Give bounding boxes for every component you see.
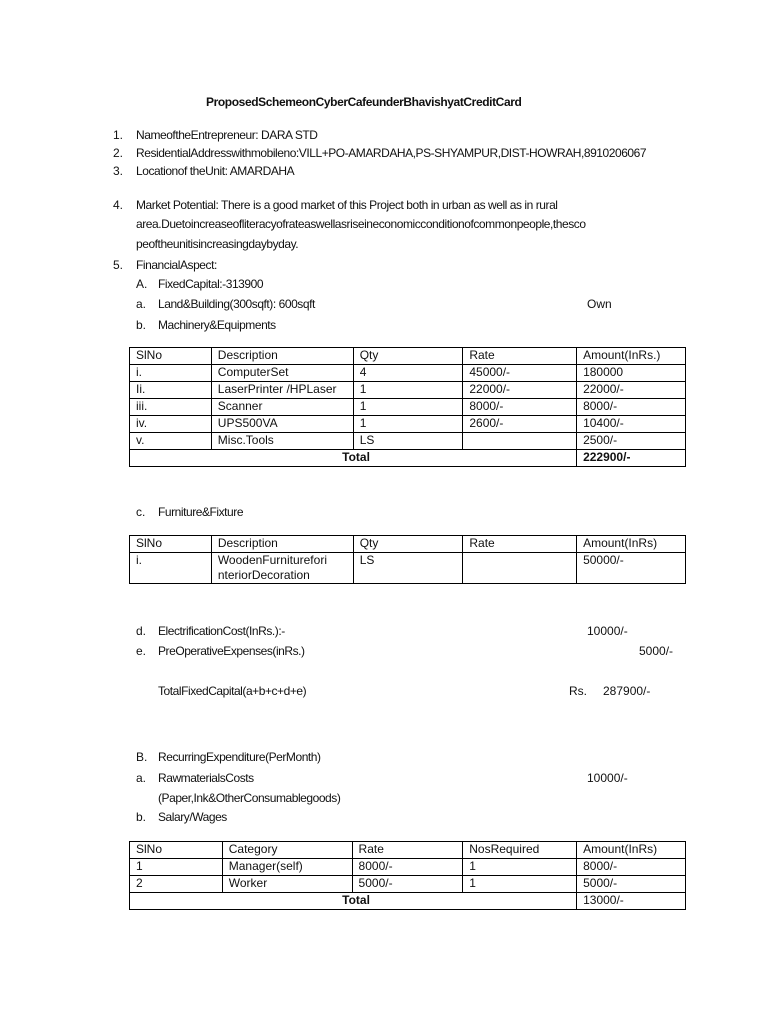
item-number-2: 2. xyxy=(113,146,124,160)
header-cell: Amount(InRs) xyxy=(577,536,686,553)
furniture-table xyxy=(129,535,686,584)
table-total-row xyxy=(130,450,686,467)
header-cell: Amount(InRs) xyxy=(577,842,686,859)
table-row xyxy=(130,859,686,876)
preoperative-marker: e. xyxy=(136,644,147,658)
description-line: WoodenFurniturefori xyxy=(217,553,327,567)
table-cell: iii. xyxy=(130,399,212,416)
land-marker: a. xyxy=(136,297,147,311)
table-cell: 1 xyxy=(353,416,463,433)
table-cell: 180000 xyxy=(577,365,686,382)
table-cell: iv. xyxy=(130,416,212,433)
unit-location: Locationof theUnit: AMARDAHA xyxy=(136,164,295,178)
table-cell: Manager(self) xyxy=(222,859,352,876)
header-cell: SlNo xyxy=(130,842,223,859)
table-cell: 8000/- xyxy=(463,399,577,416)
table-cell: 22000/- xyxy=(463,382,577,399)
document-title: ProposedSchemeonCyberCafeunderBhavishyatCreditCard xyxy=(206,95,522,109)
land-building-value: Own xyxy=(587,297,612,311)
total-label: Total xyxy=(130,893,577,910)
table-cell: 5000/- xyxy=(577,876,686,893)
table-row xyxy=(130,416,686,433)
table-cell: 1 xyxy=(463,859,577,876)
header-cell: Category xyxy=(222,842,352,859)
table-cell: 1 xyxy=(353,382,463,399)
machinery-marker: b. xyxy=(136,318,147,332)
machinery-heading: Machinery&Equipments xyxy=(158,318,276,332)
furniture-marker: c. xyxy=(136,505,146,519)
header-cell: Description xyxy=(211,348,353,365)
header-cell: NosRequired xyxy=(463,842,577,859)
raw-materials-note: (Paper,Ink&OtherConsumablegoods) xyxy=(158,791,341,805)
recurring-marker: B. xyxy=(136,750,148,764)
description-line: nteriorDecoration xyxy=(217,568,310,582)
table-cell: 2500/- xyxy=(577,433,686,450)
total-fixed-currency: Rs. xyxy=(569,684,587,698)
raw-materials-marker: a. xyxy=(136,771,147,785)
table-cell: 2 xyxy=(130,876,223,893)
table-cell: 50000/- xyxy=(577,553,686,584)
item-number-4: 4. xyxy=(113,198,124,212)
table-cell: Ii. xyxy=(130,382,212,399)
electrification-marker: d. xyxy=(136,624,147,638)
table-cell: 1 xyxy=(463,876,577,893)
header-cell: Rate xyxy=(463,536,577,553)
table-cell: Misc.Tools xyxy=(211,433,353,450)
table-header-row xyxy=(130,536,686,553)
land-building: Land&Building(300sqft): 600sqft xyxy=(158,297,315,311)
table-cell: i. xyxy=(130,365,212,382)
table-cell: 4 xyxy=(353,365,463,382)
table-row xyxy=(130,399,686,416)
table-cell: 8000/- xyxy=(577,859,686,876)
total-label: Total xyxy=(130,450,577,467)
salary-heading: Salary/Wages xyxy=(158,810,227,824)
market-potential-line2: area.Duetoincreaseofliteracyofrateaswellasriseineconomicconditionofcommonpeople,thesco xyxy=(136,217,586,231)
table-row xyxy=(130,365,686,382)
table-cell: 10400/- xyxy=(577,416,686,433)
preoperative-expenses: PreOperativeExpenses(inRs.) xyxy=(158,644,305,658)
table-cell: 1 xyxy=(353,399,463,416)
header-cell: Qty xyxy=(353,536,463,553)
header-cell: SlNo xyxy=(130,536,212,553)
table-cell: LaserPrinter /HPLaser xyxy=(211,382,353,399)
table-cell: 22000/- xyxy=(577,382,686,399)
entrepreneur-name: NameoftheEntrepreneur: DARA STD xyxy=(136,128,318,142)
header-cell: Qty xyxy=(353,348,463,365)
salary-marker: b. xyxy=(136,810,147,824)
raw-materials-costs: RawmaterialsCosts xyxy=(158,771,254,785)
financial-aspect-label: FinancialAspect: xyxy=(136,258,217,272)
table-row xyxy=(130,433,686,450)
table-cell: 8000/- xyxy=(352,859,463,876)
table-row xyxy=(130,553,686,584)
market-potential-line1: Market Potential: There is a good market of this Project both in urban as well as in rural xyxy=(136,198,558,212)
table-header-row xyxy=(130,348,686,365)
residential-address: ResidentialAddresswithmobileno:VILL+PO-AMARDAHA,PS-SHYAMPUR,DIST-HOWRAH,8910206067 xyxy=(136,146,647,160)
table-cell: 45000/- xyxy=(463,365,577,382)
electrification-cost: ElectrificationCost(InRs.):- xyxy=(158,624,285,638)
market-potential-line3: peoftheunitisincreasingdaybyday. xyxy=(136,237,299,251)
table-cell: LS xyxy=(353,553,463,584)
total-value: 13000/- xyxy=(577,893,686,910)
table-cell: LS xyxy=(353,433,463,450)
header-cell: Rate xyxy=(463,348,577,365)
header-cell: Description xyxy=(211,536,353,553)
table-cell: 2600/- xyxy=(463,416,577,433)
machinery-table xyxy=(129,347,686,467)
table-cell: Worker xyxy=(222,876,352,893)
table-cell: 1 xyxy=(130,859,223,876)
fixed-capital: FixedCapital:-313900 xyxy=(158,277,264,291)
preoperative-value: 5000/- xyxy=(639,644,674,658)
table-cell: ComputerSet xyxy=(211,365,353,382)
table-cell: Scanner xyxy=(211,399,353,416)
table-cell: 8000/- xyxy=(577,399,686,416)
table-header-row xyxy=(130,842,686,859)
table-cell: 5000/- xyxy=(352,876,463,893)
recurring-heading: RecurringExpenditure(PerMonth) xyxy=(158,750,321,764)
table-cell: v. xyxy=(130,433,212,450)
table-cell: UPS500VA xyxy=(211,416,353,433)
electrification-value: 10000/- xyxy=(587,624,628,638)
furniture-heading: Furniture&Fixture xyxy=(158,505,244,519)
header-cell: Amount(InRs.) xyxy=(577,348,686,365)
table-total-row xyxy=(130,893,686,910)
header-cell: SlNo xyxy=(130,348,212,365)
table-row xyxy=(130,876,686,893)
table-cell xyxy=(463,433,577,450)
item-number-1: 1. xyxy=(113,128,124,142)
item-number-5: 5. xyxy=(113,258,124,272)
fixed-capital-marker: A. xyxy=(136,277,148,291)
table-cell-description xyxy=(211,553,353,584)
total-fixed-capital: TotalFixedCapital(a+b+c+d+e) xyxy=(158,684,307,698)
header-cell: Rate xyxy=(352,842,463,859)
table-cell xyxy=(463,553,577,584)
salary-table xyxy=(129,841,686,910)
item-number-3: 3. xyxy=(113,164,124,178)
total-value: 222900/- xyxy=(577,450,686,467)
raw-materials-value: 10000/- xyxy=(587,771,628,785)
table-row xyxy=(130,382,686,399)
total-fixed-value: 287900/- xyxy=(603,684,651,698)
table-cell: i. xyxy=(130,553,212,584)
